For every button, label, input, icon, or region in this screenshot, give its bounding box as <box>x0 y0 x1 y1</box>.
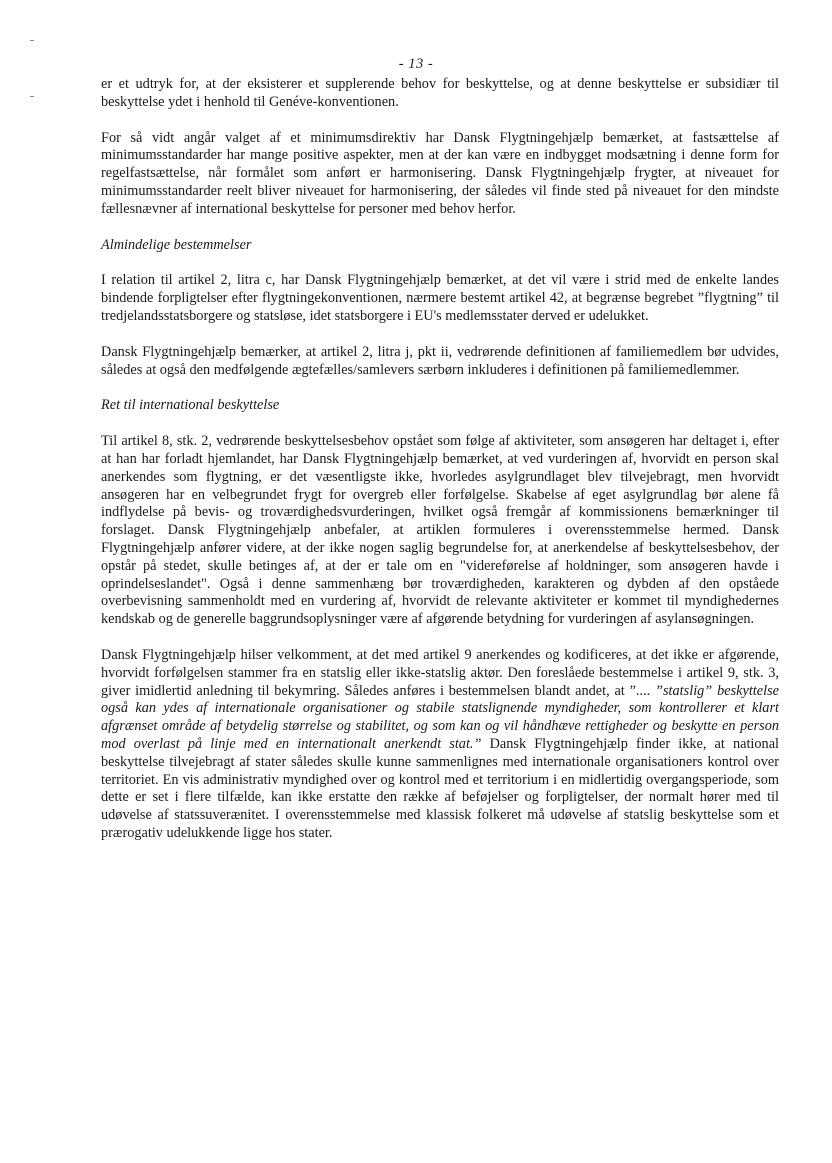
paragraph-article-9 <box>101 647 779 843</box>
section-heading-right-to-protection: Ret til international beskyttelse <box>101 397 280 414</box>
article-9-commentary: Dansk Flygtningehjælp finder ikke, at national beskyttelse tilvejebragt af stater således skulle kunne sammenlignes med internationale organisationers kontrol over territoriet. En vis administrativ myndighed over og kontrol med et territorium i en midlertidig overgangsperiode, som dette er set i flere tilfælde, kan ikke erstatte den række af beføjelser og forpligtelser, der normalt hører med til udøvelse af statssuverænitet. I overensstemmelse med klassisk folkeret må udøvelse af statslig beskyttelse som et prærogativ udelukkende ligge hos stater. <box>101 735 780 841</box>
paragraph-article-2c: I relation til artikel 2, litra c, har Dansk Flygtningehjælp bemærket, at det vil være i strid med de enkelte landes bindende forpligtelser efter flygtningekonventionen, nærmere bestemt artikel 42, at begrænse begrebet ”flygtning” til tredjelandsstatsborgere og statsløse, idet statsborgere i EU's medlemsstater derved er udelukket. <box>101 272 779 324</box>
document-body <box>101 76 779 861</box>
paragraph-article-2j: Dansk Flygtningehjælp bemærker, at artikel 2, litra j, pkt ii, vedrørende definitionen af familiemedlem bør udvides, således at også den medfølgende ægtefælles/samlevers særbørn inkluderes i definitionen på familiemedlemmer. <box>101 343 779 378</box>
article-9-quote: ”statslig” beskyttelse også kan ydes af internationale organisationer og stabile statslignende myndigheder, som kontrollerer et klart afgrænset område af betydelig størrelse og stabilitet, og som kan og vil håndhæve rettigheder og beskytte en person mod overlast på linje med en internationalt anerkendt stat.” <box>101 682 779 752</box>
scan-edge-mark <box>30 96 34 97</box>
paragraph-minimum-directive: For så vidt angår valget af et minimumsdirektiv har Dansk Flygtningehjælp bemærket, at fastsættelse af minimumsstandarder har mange positive aspekter, men at der kan være en indbygget modsætning i denne form for regelfastsættelse, når formålet som anført er harmonisering. Dansk Flygtningehjælp frygter, at niveauet for minimumsstandarder reelt bliver niveauet for harmonisering, der således vil finde sted på niveauet for den mindste fællesnævner af international beskyttelse for personer med behov herfor. <box>101 129 779 217</box>
paragraph-continuation: er et udtryk for, at der eksisterer et supplerende behov for beskyttelse, og at denne beskyttelse er subsidiær til beskyttelse ydet i henhold til Genéve-konventionen. <box>101 76 779 110</box>
scan-edge-mark <box>30 40 34 41</box>
article-9-intro: Dansk Flygtningehjælp hilser velkomment, at det med artikel 9 anerkendes og kodificeres, at det ikke er afgørende, hvorvidt forfølgelsen stammer fra en statslig eller ikke-statslig aktør. Den foreslåede bestemmelse i artikel 9, stk. 3, giver imidlertid anledning til bekymring. Således anføres i bestemmelsen blandt andet, at ”.... <box>101 646 779 699</box>
page-number: - 13 - <box>398 56 434 72</box>
section-heading-general: Almindelige bestemmelser <box>101 236 252 253</box>
paragraph-article-8: Til artikel 8, stk. 2, vedrørende beskyttelsesbehov opstået som følge af aktiviteter, som ansøgeren har deltaget i, efter at han har forladt hjemlandet, har Dansk Flygtningehjælp bemærket, at ved vurderingen af, hvorvidt en person skal anerkendes som flygtning, er det væsentligste ikke, hvorledes asylgrundlaget blev tilvejebragt, men hvorvidt ansøgeren har en velbegrundet frygt for overgreb eller forfølgelse. Skabelse af eget asylgrundlag bør alene få indflydelse på bevis- og troværdighedsvurderingen, hvilket også fremgår af kommissionens bemærkninger til forslaget. Dansk Flygtningehjælp anbefaler, at artiklen formuleres i overensstemmelse hermed. Dansk Flygtningehjælp anfører videre, at der ikke nogen saglig begrundelse for, at anerkendelse af beskyttelsesbehov, der opstår på stedet, skulle betinges af, at der er tale om en "videreførelse af holdninger, som ansøgeren havde i oprindelseslandet". Også i denne sammenhæng bør troværdigheden, karakteren og dybden af den opståede overbevisning sammenholdt med en vurdering af, hvorvidt de relevante aktiviteter er kommet til myndighedernes kendskab og de generelle baggrundsoplysninger være af afgørende betydning for vurderingen af asylansøgningen. <box>101 433 779 628</box>
